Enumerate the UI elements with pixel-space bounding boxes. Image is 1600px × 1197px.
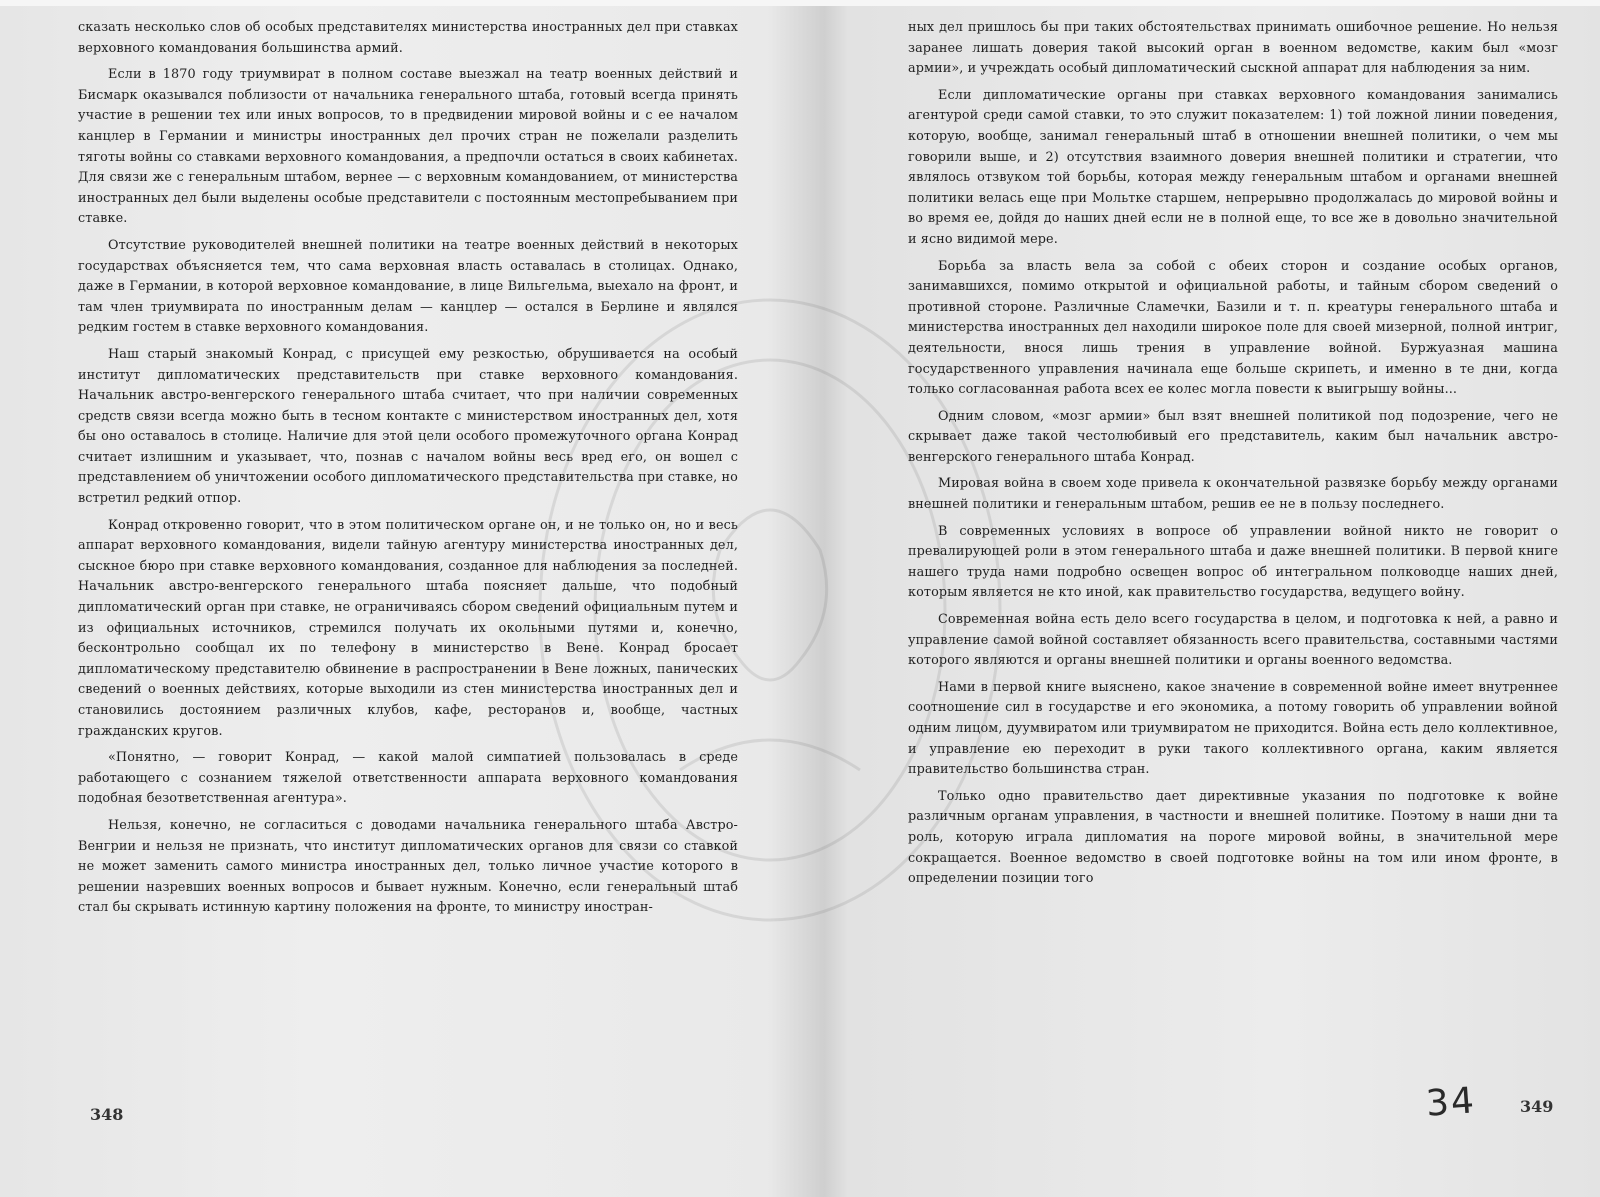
right-paragraph: Мировая война в своем ходе привела к окончательной развязке борьбу между органами внешней политики и генеральным штабом, решив ее не в пользу последнего. xyxy=(908,476,1558,513)
right-paragraph: Современная война есть дело всего государства в целом, и подготовка к ней, а равно и управление самой войной составляет обязанность всего правительства, составными частями которого являются и органы внешней политики и органы военного ведомства. xyxy=(908,612,1558,669)
left-paragraph: Конрад откровенно говорит, что в этом политическом органе он, и не только он, но и весь аппарат верховного командования, видели тайную агентуру министерства иностранных дел, сыскное бюро при ставке верховного командования, созданное для наблюдения за последней. Начальник австро-венгерского генерального штаба поясняет дальше, что подобный дипломатический орган при ставке, не ограничиваясь сбором сведений официальным путем и из официальных источников, стремился получать их окольными путями и, конечно, бесконтрольно сообщал их по телефону в министерство в Вене. Конрад бросает дипломатическому представителю обвинение в распространении в Вене ложных, панических сведений о военных действиях, которые выходили из стен министерства иностранных дел и становились достоянием различных клубов, кафе, ресторанов и, вообще, частных гражданских кругов. xyxy=(78,517,738,739)
left-paragraph: Отсутствие руководителей внешней политики на театре военных действий в некоторых государствах объясняется тем, что сама верховная власть оставалась в столицах. Однако, даже в Германии, в которой верховное командование, в лице Вильгельма, выехало на фронт, и там член триумвирата по иностранным делам — канцлер — остался в Берлине и являлся редким гостем в ставке верховного командования. xyxy=(78,237,738,336)
handwritten-sheet-number: 34 xyxy=(1424,1080,1478,1125)
right-paragraph: В современных условиях в вопросе об управлении войной никто не говорит о превалирующей роли в этом генерального штаба и даже внешней политики. В первой книге нашего труда нами подробно освещен вопрос об интегральном полководце наших дней, которым является не кто иной, как правительство государства, ведущего войну. xyxy=(908,523,1558,601)
left-paragraph: сказать несколько слов об особых представителях министерства иностранных дел при ставках верховного командования большинства армий. xyxy=(78,20,738,56)
right-paragraph: Только одно правительство дает директивные указания по подготовке к войне различным органам управления, в частности и внешней политике. Поэтому в наши дни та роль, которую играла дипломатия на пороге мировой войны, в значительной мере сокращается. Военное ведомство в своей подготовке войны на том или ином фронте, в определении позиции того xyxy=(908,788,1558,887)
left-paragraph: «Понятно, — говорит Конрад, — какой малой симпатией пользовалась в среде работающего с сознанием тяжелой ответственности аппарата верховного командования подобная безответственная агентура». xyxy=(78,750,738,807)
right-page-number: 349 xyxy=(1520,1097,1554,1116)
photo-top-edge xyxy=(0,0,1600,6)
right-paragraph: Одним словом, «мозг армии» был взят внешней политикой под подозрение, чего не скрывает даже такой честолюбивый его представитель, каким был начальник австро-венгерского генерального штаба Конрад. xyxy=(908,408,1558,465)
right-paragraph: Борьба за власть вела за собой с обеих сторон и создание особых органов, занимавшихся, помимо открытой и официальной работы, и тайным сбором сведений о противной стороне. Различные Сламечки, Базили и т. п. креатуры генерального штаба и министерства иностранных дел находили широкое поле для своей мизерной, полной интриг, деятельности, внося лишь трения в управление войной. Буржуазная машина государственного управления начинала еще больше скрипеть, и именно в те дни, когда только согласованная работа всех ее колес могла повести к выигрышу войны... xyxy=(908,258,1558,398)
right-paragraph: ных дел пришлось бы при таких обстоятельствах принимать ошибочное решение. Но нельзя заранее лишать доверия такой высокий орган в военном ведомстве, каким был «мозг армии», и учреждать особый дипломатический сыскной аппарат для наблюдения за ним. xyxy=(908,20,1558,77)
left-paragraph: Наш старый знакомый Конрад, с присущей ему резкостью, обрушивается на особый институт дипломатических представительств при ставке верховного командования. Начальник австро-венгерского генерального штаба считает, что при наличии современных средств связи всегда можно быть в тесном контакте с министерством иностранных дел, хотя бы оно оставалось в столице. Наличие для этой цели особого промежуточного органа Конрад считает излишним и указывает, что, познав с началом войны весь вред его, он вошел с представлением об уничтожении особого дипломатического представительства при ставке, но встретил редкий отпор. xyxy=(78,346,738,507)
right-paragraph: Если дипломатические органы при ставках верховного командования занимались агентурой среди самой ставки, то это служит показателем: 1) той ложной линии поведения, которую, вообще, занимал генеральный штаб в отношении внешней политики, о чем мы говорили выше, и 2) отсутствия взаимного доверия внешней политики и стратегии, что являлось отзвуком той борьбы, которая между генеральным штабом и органами внешней политики велась еще при Мольтке старшем, непрерывно продолжалась до мировой войны и во время ее, дойдя до наших дней если не в полной еще, то все же в довольно значительной и ясно видимой мере. xyxy=(908,87,1558,247)
left-page xyxy=(78,18,738,919)
left-paragraph: Нельзя, конечно, не согласиться с доводами начальника генерального штаба Австро-Венгрии и нельзя не признать, что институт дипломатических органов для связи со ставкой не может заменить самого министра иностранных дел, только личное участие которого в решении назревших военных вопросов и бывает нужным. Конечно, если генеральный штаб стал бы скрывать истинную картину положения на фронте, то министру иностран- xyxy=(78,817,738,916)
left-page-number: 348 xyxy=(90,1105,124,1124)
left-paragraph: Если в 1870 году триумвират в полном составе выезжал на театр военных действий и Бисмарк оказывался поблизости от начальника генерального штаба, готовый всегда принять участие в решении тех или иных вопросов, то в предвидении мировой войны и с ее началом канцлер в Германии и министры иностранных дел прочих стран не пожелали разделить тяготы войны со ставками верховного командования, а предпочли остаться в своих кабинетах. Для связи же с генеральным штабом, вернее — с верховным командованием, от министерства иностранных дел были выделены особые представители с постоянным местопребыванием при ставке. xyxy=(78,67,738,227)
right-page xyxy=(908,18,1558,890)
right-paragraph: Нами в первой книге выяснено, какое значение в современной войне имеет внутреннее соотношение сил в государстве и его экономика, а потому говорить об управлении войной одним лицом, дуумвиратом или триумвиратом не приходится. Война есть дело коллективное, и управление ею переходит в руки такого коллективного органа, каким является правительство большинства стран. xyxy=(908,679,1558,778)
